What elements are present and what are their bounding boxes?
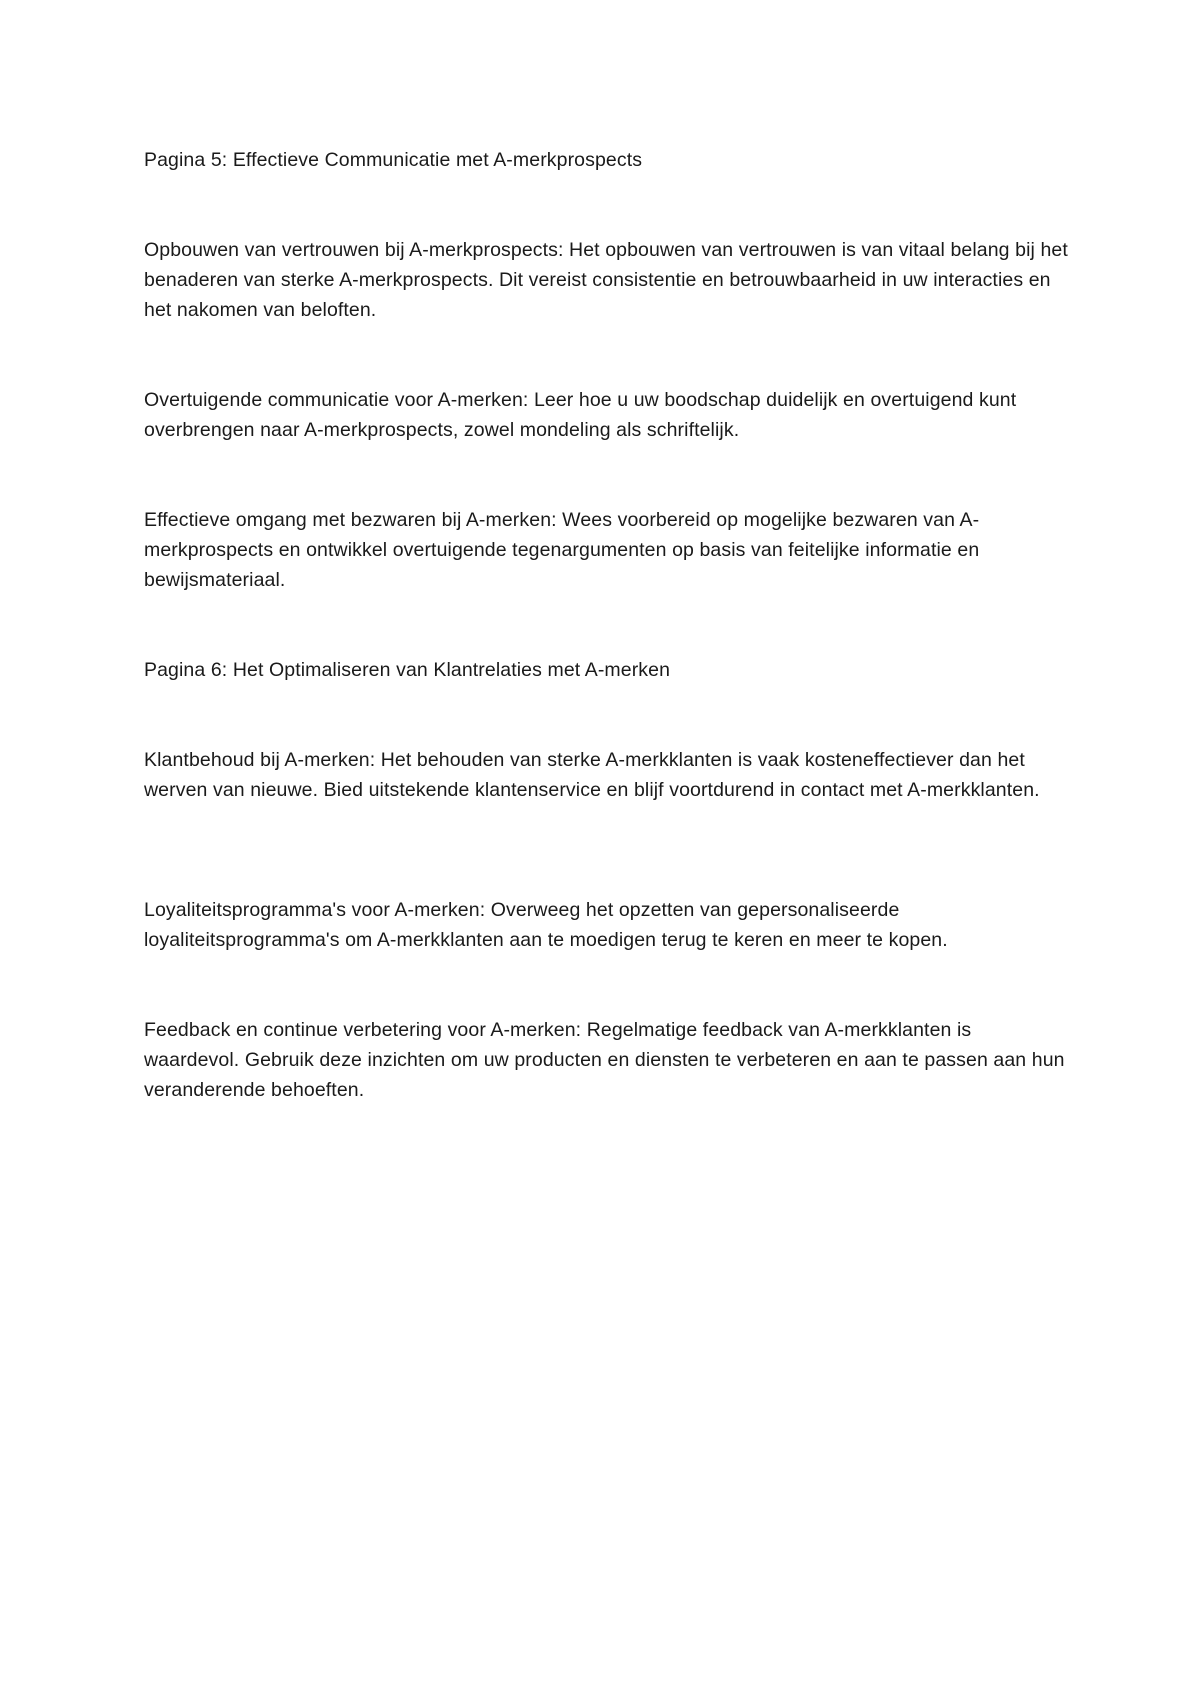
paragraph-persuasive-communication: Overtuigende communicatie voor A-merken: Leer hoe u uw boodschap duidelijk en overtuigend kunt overbrengen naar A-merkprospects, zowel mondeling als schriftelijk. xyxy=(144,389,1017,441)
page-5-heading: Pagina 5: Effectieve Communicatie met A-merkprospects xyxy=(144,149,643,171)
page-6-heading: Pagina 6: Het Optimaliseren van Klantrelaties met A-merken xyxy=(144,659,671,681)
paragraph-objection-handling: Effectieve omgang met bezwaren bij A-merken: Wees voorbereid op mogelijke bezwaren van A-merkprospects en ontwikkel overtuigende tegenargumenten op basis van feitelijke informatie en bewijsmateriaal. xyxy=(144,509,980,591)
paragraph-feedback-improvement: Feedback en continue verbetering voor A-merken: Regelmatige feedback van A-merkklanten is waardevol. Gebruik deze inzichten om uw producten en diensten te verbeteren en aan te passen aan hun veranderende behoeften. xyxy=(144,1019,1065,1101)
paragraph-trust-building: Opbouwen van vertrouwen bij A-merkprospects: Het opbouwen van vertrouwen is van vitaal belang bij het benaderen van sterke A-merkprospects. Dit vereist consistentie en betrouwbaarheid in uw interacties en het nakomen van beloften. xyxy=(144,239,1068,321)
paragraph-customer-retention: Klantbehoud bij A-merken: Het behouden van sterke A-merkklanten is vaak kosteneffectiever dan het werven van nieuwe. Bied uitstekende klantenservice en blijf voortdurend in contact met A-merkklanten. xyxy=(144,749,1040,801)
paragraph-loyalty-programs: Loyaliteitsprogramma's voor A-merken: Overweeg het opzetten van gepersonaliseerde loyaliteitsprogramma's om A-merkklanten aan te moedigen terug te keren en meer te kopen. xyxy=(144,899,948,951)
